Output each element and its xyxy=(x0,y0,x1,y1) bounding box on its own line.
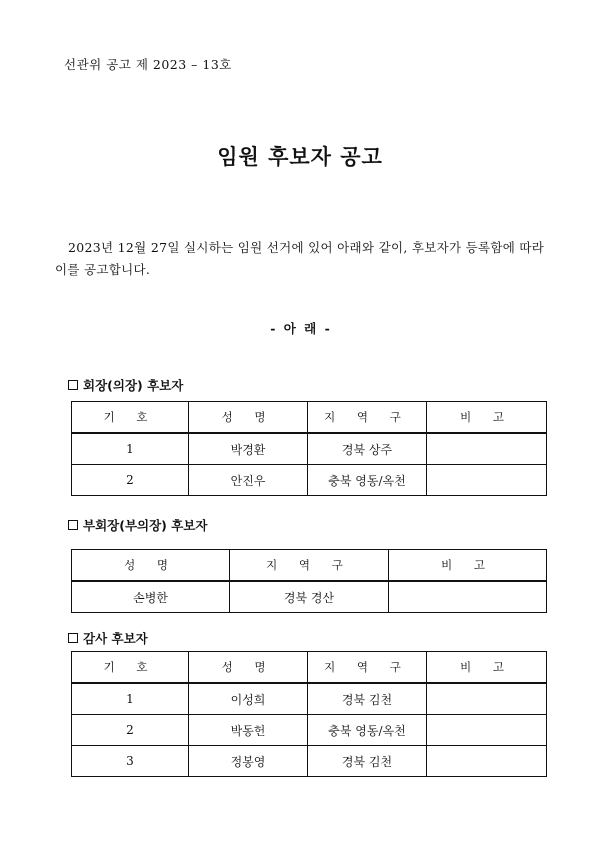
cell-number: 2 xyxy=(72,465,189,496)
column-header: 기 호 xyxy=(72,652,189,684)
column-header: 비 고 xyxy=(427,652,547,684)
table-row xyxy=(72,746,547,777)
cell-name: 정봉영 xyxy=(189,746,308,777)
cell-name: 손병한 xyxy=(72,581,230,613)
table-header-row xyxy=(72,402,547,434)
column-header: 성 명 xyxy=(72,550,230,582)
column-header: 비 고 xyxy=(389,550,547,582)
column-header: 지 역 구 xyxy=(308,652,427,684)
table-row xyxy=(72,581,547,613)
column-header: 성 명 xyxy=(189,652,308,684)
table-row xyxy=(72,683,547,715)
document-title: 임원 후보자 공고 xyxy=(217,145,383,169)
table-row xyxy=(72,715,547,746)
auditor-candidates-table xyxy=(71,651,547,777)
checkbox-square-icon xyxy=(68,633,78,643)
cell-number: 1 xyxy=(72,683,189,715)
cell-district: 충북 영동/옥천 xyxy=(308,715,427,746)
cell-district: 경북 상주 xyxy=(308,433,427,465)
column-header: 지 역 구 xyxy=(230,550,389,582)
section-title-auditor xyxy=(68,629,148,647)
cell-remarks xyxy=(427,715,547,746)
section-title-vice-president xyxy=(68,516,207,534)
cell-district: 경북 김천 xyxy=(308,746,427,777)
cell-remarks xyxy=(427,433,547,465)
cell-remarks xyxy=(427,465,547,496)
notice-number: 선관위 공고 제 2023 – 13호 xyxy=(64,57,232,72)
cell-district: 충북 영동/옥천 xyxy=(308,465,427,496)
intro-paragraph: 2023년 12월 27일 실시하는 임원 선거에 있어 아래와 같이, 후보자가 등록함에 따라 이를 공고합니다. xyxy=(55,240,545,277)
cell-number: 3 xyxy=(72,746,189,777)
cell-name: 안진우 xyxy=(189,465,308,496)
table-header-row xyxy=(72,652,547,684)
below-heading: - 아 래 - xyxy=(270,321,330,336)
checkbox-square-icon xyxy=(68,520,78,530)
vice-president-candidates-table xyxy=(71,549,547,613)
cell-district: 경북 경산 xyxy=(230,581,389,613)
checkbox-square-icon xyxy=(68,380,78,390)
cell-name: 박경환 xyxy=(189,433,308,465)
cell-district: 경북 김천 xyxy=(308,683,427,715)
column-header: 지 역 구 xyxy=(308,402,427,434)
president-candidates-table xyxy=(71,401,547,496)
table-row xyxy=(72,465,547,496)
table-row xyxy=(72,433,547,465)
section-title-text: 회장(의장) 후보자 xyxy=(83,378,184,393)
column-header: 기 호 xyxy=(72,402,189,434)
cell-name: 이성희 xyxy=(189,683,308,715)
cell-remarks xyxy=(427,746,547,777)
table-header-row xyxy=(72,550,547,582)
cell-remarks xyxy=(427,683,547,715)
cell-number: 1 xyxy=(72,433,189,465)
section-title-text: 부회장(부의장) 후보자 xyxy=(83,518,208,533)
cell-name: 박동헌 xyxy=(189,715,308,746)
section-title-president xyxy=(68,376,183,394)
column-header: 성 명 xyxy=(189,402,308,434)
section-title-text: 감사 후보자 xyxy=(83,631,148,646)
cell-remarks xyxy=(389,581,547,613)
column-header: 비 고 xyxy=(427,402,547,434)
cell-number: 2 xyxy=(72,715,189,746)
